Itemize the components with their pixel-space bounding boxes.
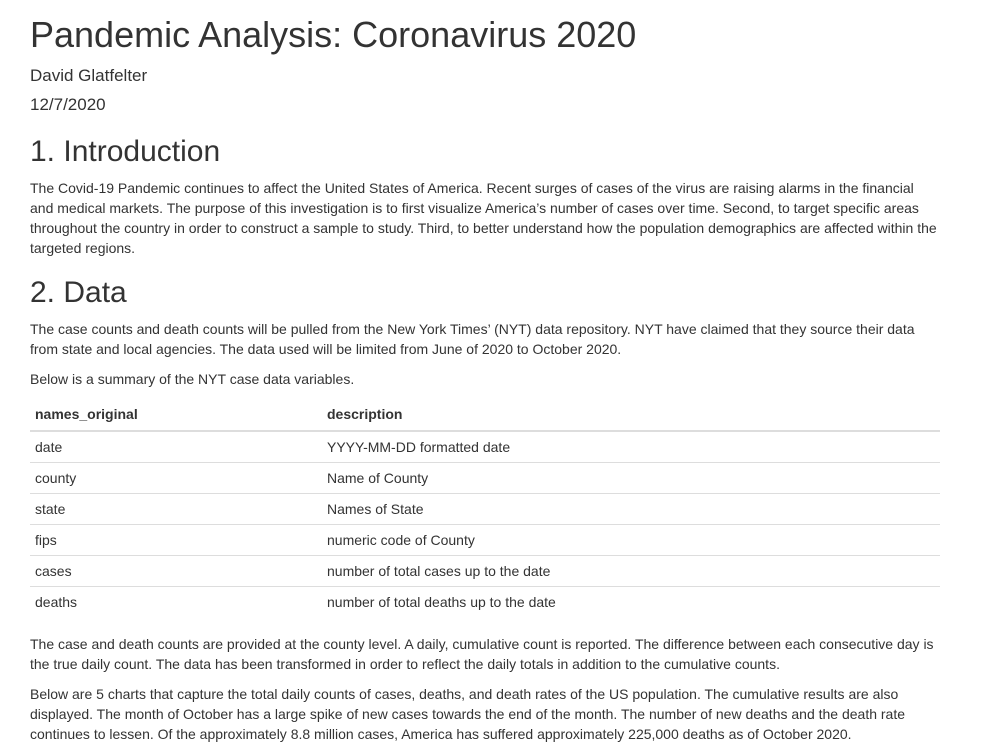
table-row: [30, 525, 940, 556]
table-row: [30, 556, 940, 587]
document-date: 12/7/2020: [30, 95, 106, 114]
document-author: David Glatfelter: [30, 66, 148, 85]
table-cell-description: number of total cases up to the date: [322, 556, 940, 587]
data-paragraph-county-level: The case and death counts are provided at the county level. A daily, cumulative count is reported. The difference between each consecutive day is the true daily count. The data has been transformed in order to reflect the daily totals in addition to the cumulative counts.: [30, 636, 934, 672]
table-cell-description: numeric code of County: [322, 525, 940, 556]
table-cell-name: cases: [30, 556, 322, 587]
table-cell-description: YYYY-MM-DD formatted date: [327, 439, 511, 455]
section-heading-introduction: 1. Introduction: [30, 135, 221, 168]
data-paragraph-source: The case counts and death counts will be pulled from the New York Times’ (NYT) data repository. NYT have claimed that they source their data from state and local agencies. The data used will be limited from June of 2020 to October 2020.: [30, 321, 915, 357]
column-header-description: description: [322, 399, 940, 431]
table-cell-name: fips: [30, 525, 322, 556]
section-heading-data: 2. Data: [30, 276, 127, 309]
data-paragraph-charts-intro: Below are 5 charts that capture the total daily counts of cases, deaths, and death rates of the US population. The cumulative results are also displayed. The month of October has a large spike of new cases towards the end of the month. The number of new deaths and the death rate continues to lessen. Of the approximately 8.8 million cases, America has suffered approximately 225,000 deaths as of October 2020.: [30, 686, 906, 742]
table-row: [30, 463, 940, 494]
data-paragraph-summary-intro: Below is a summary of the NYT case data variables.: [30, 371, 355, 387]
document-title: Pandemic Analysis: Coronavirus 2020: [30, 14, 637, 55]
table-cell-name: deaths: [30, 587, 322, 618]
table-cell-name: state: [30, 494, 322, 525]
table-row: [30, 587, 940, 618]
table-cell-description: number of total deaths up to the date: [322, 587, 940, 618]
table-cell-description: Names of State: [322, 494, 940, 525]
column-header-names-original: names_original: [30, 399, 322, 431]
table-row: [30, 494, 940, 525]
table-cell-name: county: [30, 463, 322, 494]
variables-table: [30, 399, 940, 617]
table-row: [30, 431, 940, 463]
introduction-paragraph: The Covid-19 Pandemic continues to affect the United States of America. Recent surges of cases of the virus are raising alarms in the financial and medical markets. The purpose of this investigation is to first visualize America’s number of cases over time. Second, to target specific areas throughout the country in order to construct a sample to study. Third, to better understand how the population demographics are affected within the targeted regions.: [30, 180, 937, 256]
table-cell-name: date: [35, 439, 63, 455]
table-cell-description: Name of County: [322, 463, 940, 494]
table-header-row: [30, 399, 940, 431]
